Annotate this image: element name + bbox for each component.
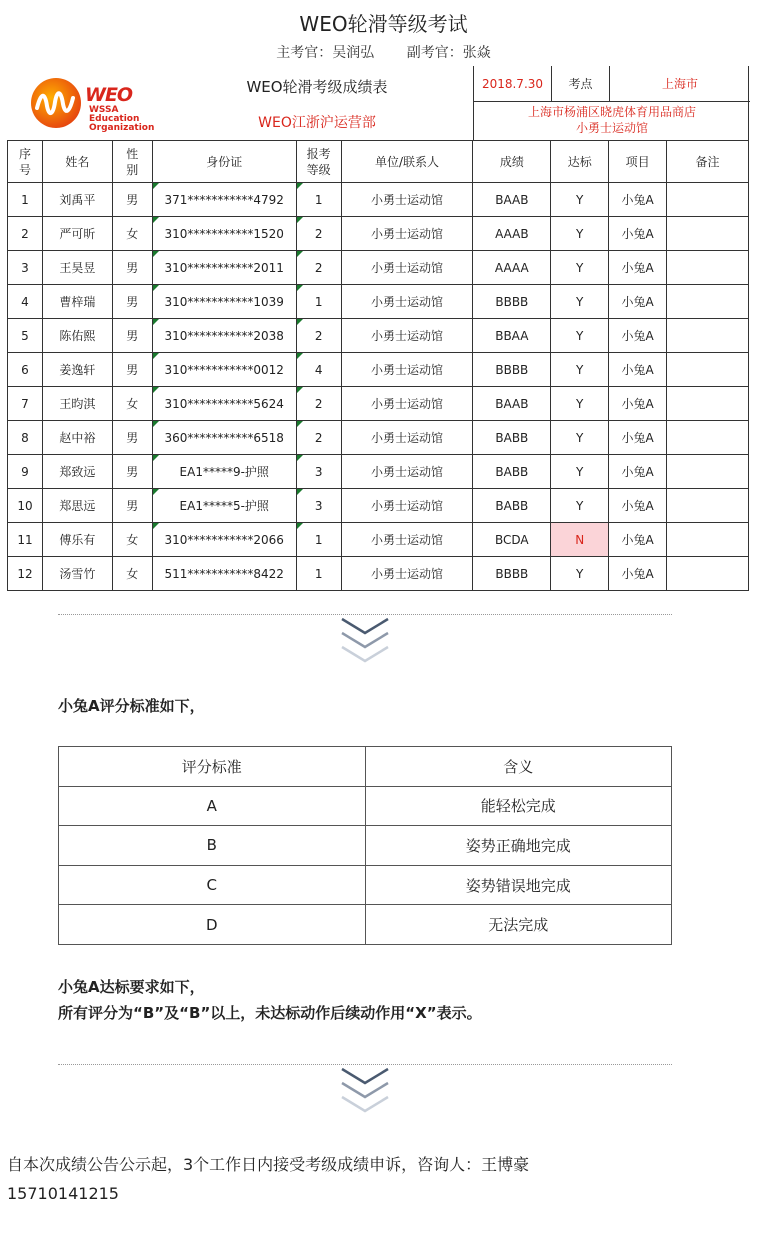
cell-level: 2	[296, 421, 341, 455]
cell-item: 小兔A	[609, 217, 667, 251]
cell-item: 小兔A	[609, 523, 667, 557]
cell-level: 1	[296, 523, 341, 557]
sheet-header	[7, 66, 749, 140]
cell-unit: 小勇士运动馆	[341, 455, 473, 489]
notice-text: 自本次成绩公告公示起，3个工作日内接受考级成绩申诉，咨询人：王博豪	[7, 1155, 530, 1174]
cell-no: 4	[8, 285, 43, 319]
table-row	[8, 455, 749, 489]
cell-note	[667, 183, 749, 217]
cell-gender: 女	[112, 387, 152, 421]
cell-level: 2	[296, 319, 341, 353]
cell-unit: 小勇士运动馆	[341, 387, 473, 421]
column-header: 项目	[609, 141, 667, 183]
standard-meaning: 能轻松完成	[365, 786, 672, 826]
cell-id: 360***********6518	[152, 421, 296, 455]
cell-no: 2	[8, 217, 43, 251]
column-header: 身份证	[152, 141, 296, 183]
cell-gender: 男	[112, 353, 152, 387]
cell-item: 小兔A	[609, 455, 667, 489]
cell-level: 1	[296, 285, 341, 319]
cell-score: BAAB	[473, 183, 551, 217]
cell-note	[667, 285, 749, 319]
page-title: WEO轮滑等级考试	[299, 12, 468, 36]
cell-item: 小兔A	[609, 353, 667, 387]
standard-row	[59, 865, 672, 905]
cell-score: BBBB	[473, 353, 551, 387]
cell-name: 曹梓瑞	[42, 285, 112, 319]
cell-level: 1	[296, 557, 341, 591]
chevron-down-icon	[338, 615, 392, 669]
standard-grade: D	[59, 905, 366, 945]
cell-gender: 男	[112, 285, 152, 319]
cell-score: BABB	[473, 421, 551, 455]
cell-no: 1	[8, 183, 43, 217]
cell-name: 赵中裕	[42, 421, 112, 455]
cell-gender: 男	[112, 455, 152, 489]
cell-level: 4	[296, 353, 341, 387]
cell-note	[667, 319, 749, 353]
cell-item: 小兔A	[609, 387, 667, 421]
cell-id: 310***********2066	[152, 523, 296, 557]
cell-note	[667, 251, 749, 285]
table-row	[8, 319, 749, 353]
contact-phone: 15710141215	[7, 1184, 119, 1203]
cell-pass: Y	[551, 387, 609, 421]
cell-item: 小兔A	[609, 183, 667, 217]
requirement-title: 小兔A达标要求如下，	[58, 978, 205, 996]
standard-header: 含义	[365, 747, 672, 787]
cell-score: AAAA	[473, 251, 551, 285]
requirement-text: 所有评分为“B”及“B”以上，未达标动作后续动作用“X”表示。	[58, 1004, 482, 1022]
standard-title: 小兔A评分标准如下，	[58, 697, 205, 715]
column-header: 单位/联系人	[341, 141, 473, 183]
cell-score: BBBB	[473, 557, 551, 591]
cell-name: 郑思远	[42, 489, 112, 523]
chief-examiner: 主考官：吴润弘	[276, 45, 375, 61]
exam-venue: 上海市杨浦区晓虎体育用品商店 小勇士运动馆	[527, 105, 696, 135]
cell-pass: Y	[551, 217, 609, 251]
score-table	[7, 140, 749, 591]
cell-score: BABB	[473, 455, 551, 489]
cell-score: BAAB	[473, 387, 551, 421]
standard-header-row	[59, 747, 672, 787]
cell-level: 2	[296, 217, 341, 251]
cell-pass: Y	[551, 489, 609, 523]
standard-meaning: 姿势错误地完成	[365, 865, 672, 905]
column-header: 姓名	[42, 141, 112, 183]
chevron-down-icon	[338, 1065, 392, 1119]
cell-unit: 小勇士运动馆	[341, 523, 473, 557]
cell-name: 严可昕	[42, 217, 112, 251]
cell-note	[667, 421, 749, 455]
standard-grade: B	[59, 826, 366, 866]
cell-no: 10	[8, 489, 43, 523]
cell-id: 310***********1039	[152, 285, 296, 319]
cell-no: 3	[8, 251, 43, 285]
cell-unit: 小勇士运动馆	[341, 251, 473, 285]
column-header: 备注	[667, 141, 749, 183]
branch-name: WEO江浙沪运营部	[258, 115, 376, 131]
cell-score: BBBB	[473, 285, 551, 319]
cell-gender: 男	[112, 489, 152, 523]
cell-name: 陈佑熙	[42, 319, 112, 353]
cell-no: 12	[8, 557, 43, 591]
table-row	[8, 523, 749, 557]
standard-table	[58, 746, 672, 945]
table-row	[8, 489, 749, 523]
table-row	[8, 251, 749, 285]
exam-date: 2018.7.30	[474, 66, 552, 102]
logo-wordmark: WEO	[85, 84, 133, 106]
cell-note	[667, 523, 749, 557]
cell-name: 王昀淇	[42, 387, 112, 421]
cell-unit: 小勇士运动馆	[341, 217, 473, 251]
logo-subtitle: WSSA Education Organization	[89, 105, 155, 133]
cell-name: 刘禹平	[42, 183, 112, 217]
cell-id: EA1*****5-护照	[152, 489, 296, 523]
cell-level: 1	[296, 183, 341, 217]
cell-name: 汤雪竹	[42, 557, 112, 591]
cell-gender: 男	[112, 251, 152, 285]
cell-id: 310***********5624	[152, 387, 296, 421]
cell-pass: N	[551, 523, 609, 557]
cell-no: 11	[8, 523, 43, 557]
cell-id: 310***********2038	[152, 319, 296, 353]
table-row	[8, 353, 749, 387]
cell-unit: 小勇士运动馆	[341, 557, 473, 591]
cell-unit: 小勇士运动馆	[341, 489, 473, 523]
cell-id: 371***********4792	[152, 183, 296, 217]
cell-note	[667, 217, 749, 251]
cell-gender: 男	[112, 183, 152, 217]
cell-gender: 男	[112, 319, 152, 353]
cell-pass: Y	[551, 557, 609, 591]
standard-row	[59, 786, 672, 826]
cell-no: 8	[8, 421, 43, 455]
cell-item: 小兔A	[609, 285, 667, 319]
cell-pass: Y	[551, 319, 609, 353]
cell-level: 2	[296, 387, 341, 421]
cell-pass: Y	[551, 455, 609, 489]
column-header: 成绩	[473, 141, 551, 183]
cell-gender: 男	[112, 421, 152, 455]
cell-name: 郑致远	[42, 455, 112, 489]
cell-gender: 女	[112, 217, 152, 251]
cell-item: 小兔A	[609, 557, 667, 591]
cell-level: 2	[296, 251, 341, 285]
column-header: 序 号	[8, 141, 43, 183]
cell-name: 傅乐有	[42, 523, 112, 557]
cell-note	[667, 557, 749, 591]
cell-score: AAAB	[473, 217, 551, 251]
table-row	[8, 421, 749, 455]
cell-id: 310***********1520	[152, 217, 296, 251]
table-row	[8, 217, 749, 251]
standard-row	[59, 905, 672, 945]
sheet-title: WEO轮滑考级成绩表	[246, 78, 388, 96]
cell-gender: 女	[112, 557, 152, 591]
cell-no: 9	[8, 455, 43, 489]
cell-item: 小兔A	[609, 319, 667, 353]
cell-id: 310***********2011	[152, 251, 296, 285]
weo-logo	[31, 76, 161, 132]
standard-header: 评分标准	[59, 747, 366, 787]
cell-unit: 小勇士运动馆	[341, 353, 473, 387]
standard-grade: A	[59, 786, 366, 826]
standard-meaning: 姿势正确地完成	[365, 826, 672, 866]
cell-pass: Y	[551, 421, 609, 455]
cell-id: EA1*****9-护照	[152, 455, 296, 489]
table-row	[8, 557, 749, 591]
standard-meaning: 无法完成	[365, 905, 672, 945]
table-row	[8, 387, 749, 421]
cell-pass: Y	[551, 183, 609, 217]
standard-row	[59, 826, 672, 866]
cell-score: BABB	[473, 489, 551, 523]
cell-unit: 小勇士运动馆	[341, 285, 473, 319]
cell-score: BCDA	[473, 523, 551, 557]
cell-level: 3	[296, 489, 341, 523]
cell-note	[667, 387, 749, 421]
cell-pass: Y	[551, 251, 609, 285]
cell-no: 6	[8, 353, 43, 387]
cell-gender: 女	[112, 523, 152, 557]
cell-unit: 小勇士运动馆	[341, 421, 473, 455]
cell-id: 310***********0012	[152, 353, 296, 387]
column-header: 性 别	[112, 141, 152, 183]
cell-name: 姜逸轩	[42, 353, 112, 387]
cell-unit: 小勇士运动馆	[341, 319, 473, 353]
table-row	[8, 183, 749, 217]
cell-no: 5	[8, 319, 43, 353]
column-header: 报考 等级	[296, 141, 341, 183]
cell-note	[667, 353, 749, 387]
standard-grade: C	[59, 865, 366, 905]
examiners	[0, 42, 767, 62]
cell-id: 511***********8422	[152, 557, 296, 591]
deputy-examiner: 副考官：张焱	[406, 45, 491, 61]
cell-score: BBAA	[473, 319, 551, 353]
appeal-notice	[7, 1150, 757, 1208]
cell-name: 王昊昱	[42, 251, 112, 285]
cell-pass: Y	[551, 353, 609, 387]
cell-item: 小兔A	[609, 489, 667, 523]
cell-note	[667, 489, 749, 523]
cell-no: 7	[8, 387, 43, 421]
site-label: 考点	[552, 66, 610, 102]
cell-unit: 小勇士运动馆	[341, 183, 473, 217]
column-header: 达标	[551, 141, 609, 183]
table-header-row	[8, 141, 749, 183]
weo-logo-icon	[31, 78, 81, 128]
table-row	[8, 285, 749, 319]
exam-city: 上海市	[661, 77, 698, 91]
cell-level: 3	[296, 455, 341, 489]
cell-note	[667, 455, 749, 489]
exam-info-box	[473, 66, 749, 140]
cell-item: 小兔A	[609, 421, 667, 455]
cell-pass: Y	[551, 285, 609, 319]
cell-item: 小兔A	[609, 251, 667, 285]
